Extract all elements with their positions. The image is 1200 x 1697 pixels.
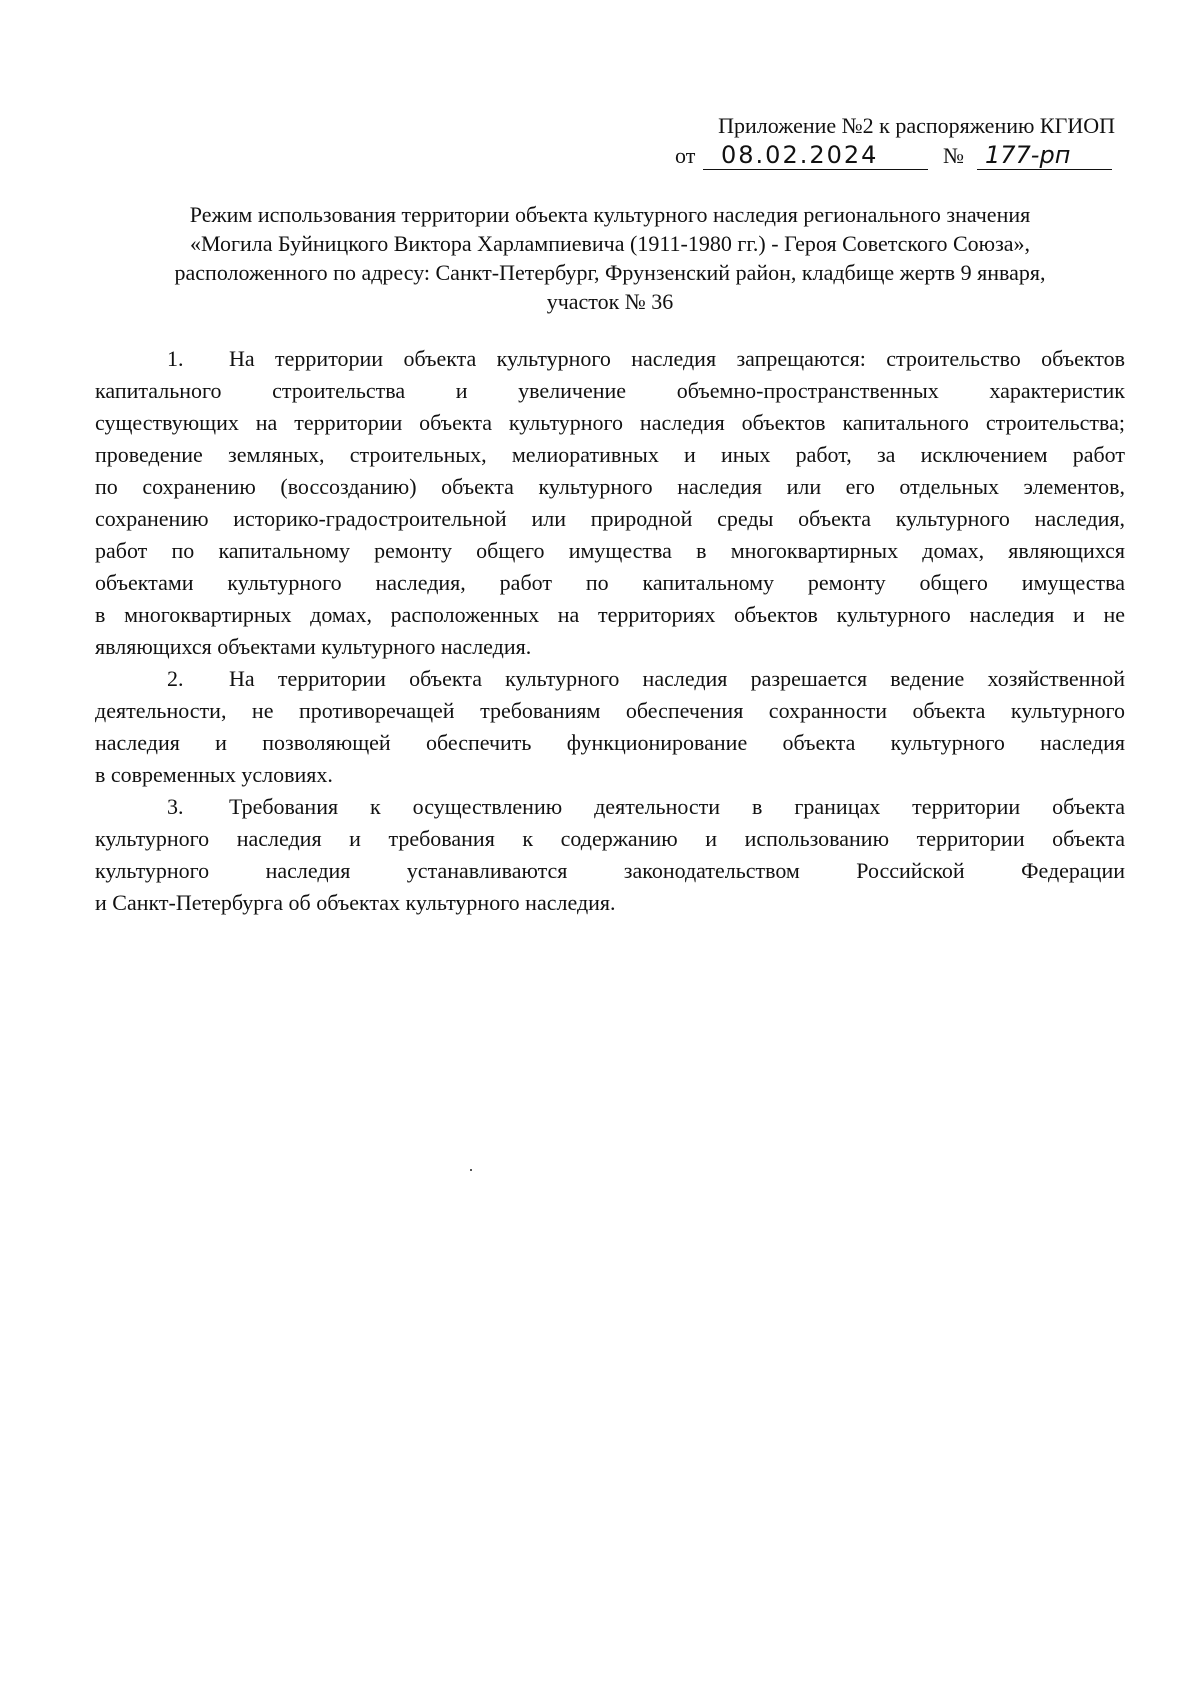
paragraph-1 (95, 343, 1125, 663)
paragraph-line: культурного наследия и требования к содержанию и использованию территории объекта (95, 826, 1125, 851)
paragraph-line: культурного наследия устанавливаются законодательством Российской Федерации (95, 858, 1125, 883)
paragraph-line: существующих на территории объекта культурного наследия объектов капитального строительства; (95, 410, 1125, 435)
annex-date-handwritten: 08.02.2024 (703, 140, 928, 170)
paragraph-line: являющихся объектами культурного наследия. (95, 634, 532, 659)
paragraph-2 (95, 663, 1125, 791)
paragraph-line: деятельности, не противоречащей требованиям обеспечения сохранности объекта культурного (95, 698, 1125, 723)
paragraph-line: проведение земляных, строительных, мелиоративных и иных работ, за исключением работ (95, 442, 1125, 467)
paragraph-number: 1. (167, 346, 184, 371)
paragraph-line: наследия и позволяющей обеспечить функционирование объекта культурного наследия (95, 730, 1125, 755)
annex-header (675, 112, 1115, 174)
scan-speck (470, 1169, 472, 1171)
annex-number-label: № (943, 143, 964, 168)
paragraph-line: сохранению историко-градостроительной или природной среды объекта культурного наследия, (95, 506, 1125, 531)
paragraph-number: 3. (167, 794, 184, 819)
paragraph-line: работ по капитальному ремонту общего имущества в многоквартирных домах, являющихся (95, 538, 1125, 563)
paragraph-line (95, 663, 1125, 695)
paragraph-line: капитального строительства и увеличение объемно-пространственных характеристик (95, 378, 1125, 403)
title-line: «Могила Буйницкого Виктора Харлампиевича (1911-1980 гг.) - Героя Советского Союза», (189, 231, 1031, 256)
paragraph-line-text: На территории объекта культурного наследия разрешается ведение хозяйственной (229, 666, 1125, 691)
title-line: участок № 36 (546, 289, 674, 314)
paragraph-line-text: Требования к осуществлению деятельности в границах территории объекта (229, 794, 1125, 819)
paragraph-line: и Санкт-Петербурга об объектах культурного наследия. (95, 890, 616, 915)
paragraph-line (95, 343, 1125, 375)
paragraph-line: объектами культурного наследия, работ по капитальному ремонту общего имущества (95, 570, 1125, 595)
annex-number-handwritten: 177-рп (977, 140, 1112, 170)
paragraph-line (95, 791, 1125, 823)
paragraph-number: 2. (167, 666, 184, 691)
paragraph-line: по сохранению (воссозданию) объекта культурного наследия или его отдельных элементов, (95, 474, 1125, 499)
paragraph-3 (95, 791, 1125, 919)
paragraph-line: в современных условиях. (95, 762, 333, 787)
annex-title: Приложение №2 к распоряжению КГИОП (718, 113, 1115, 138)
document-body (95, 343, 1125, 919)
document-title (95, 200, 1125, 316)
annex-from-label: от (675, 143, 696, 168)
title-line: расположенного по адресу: Санкт-Петербург, Фрунзенский район, кладбище жертв 9 января, (174, 260, 1046, 285)
title-line: Режим использования территории объекта культурного наследия регионального значения (189, 202, 1031, 227)
paragraph-line-text: На территории объекта культурного наследия запрещаются: строительство объектов (229, 346, 1125, 371)
annex-date-number-row (675, 140, 1115, 174)
paragraph-line: в многоквартирных домах, расположенных на территориях объектов культурного наследия и не (95, 602, 1125, 627)
